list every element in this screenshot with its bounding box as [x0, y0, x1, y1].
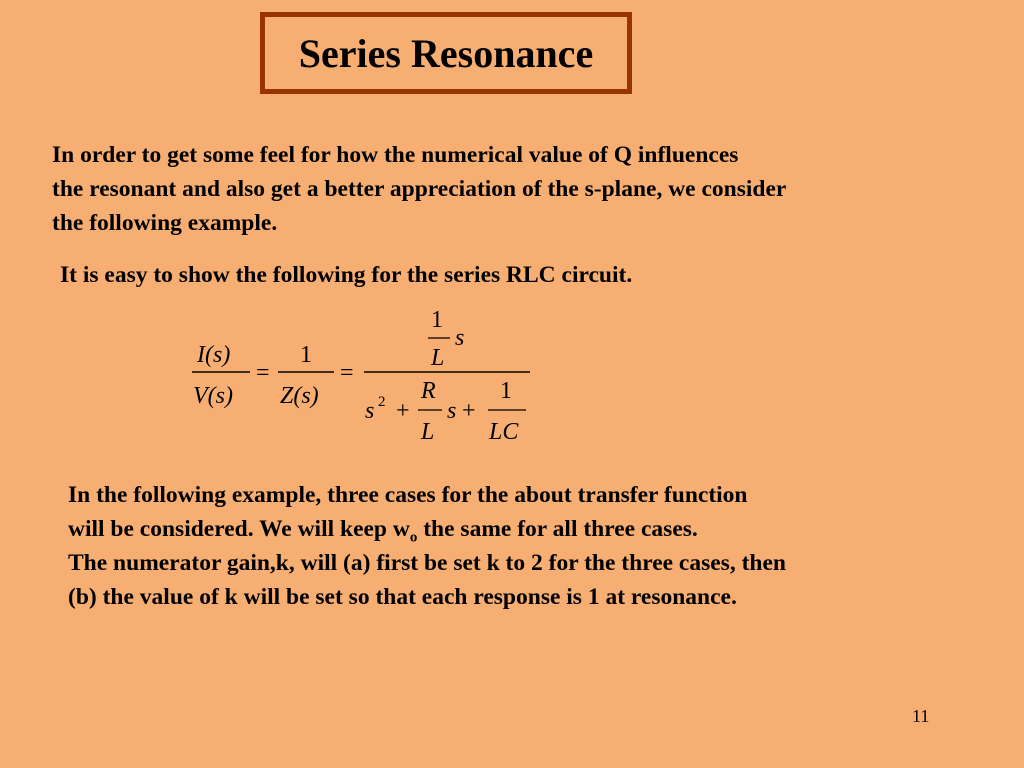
rhs-num-variable: s [455, 325, 465, 351]
slide-title: Series Resonance [298, 30, 594, 76]
rhs-num-coef-denominator: L [431, 345, 445, 371]
cases-line-1: In the following example, three cases for the about transfer function [68, 482, 748, 508]
cases-line-2 [68, 512, 786, 546]
mid-numerator: 1 [300, 342, 312, 368]
rhs-num-coef-numerator: 1 [431, 307, 443, 333]
lhs-numerator: I(s) [197, 342, 231, 368]
rlc-statement: It is easy to show the following for the series RLC circuit. [60, 262, 633, 288]
lhs-denominator: V(s) [193, 383, 233, 409]
rhs-den-LC: LC [489, 419, 519, 445]
rhs-den-s: s [365, 398, 375, 424]
rhs-den-L: L [421, 419, 435, 445]
plus-sign-2: + [462, 398, 476, 424]
cases-line-3: The numerator gain,k, will (a) first be set k to 2 for the three cases, then [68, 550, 786, 576]
page-number: 11 [912, 706, 930, 726]
equals-sign-2: = [340, 360, 354, 386]
mid-denominator: Z(s) [280, 383, 319, 409]
plus-sign-1: + [396, 398, 410, 424]
cases-line-4: (b) the value of k will be set so that each response is 1 at resonance. [68, 584, 737, 610]
equals-sign-1: = [256, 360, 270, 386]
cases-paragraph [68, 478, 786, 614]
cases-line-2-post: the same for all three cases. [417, 516, 698, 542]
omega-subscript: o [409, 529, 418, 546]
rhs-den-s2: s [447, 398, 457, 424]
rhs-den-R: R [421, 378, 436, 404]
rhs-den-exponent: 2 [378, 394, 386, 410]
rhs-den-one: 1 [500, 378, 512, 404]
intro-line-2: the resonant and also get a better appreciation of the s-plane, we consider [52, 176, 787, 202]
intro-line-3: the following example. [52, 210, 278, 236]
intro-line-1: In order to get some feel for how the numerical value of Q influences [52, 142, 739, 168]
intro-paragraph [52, 138, 786, 240]
cases-line-2-pre: will be considered. We will keep w [68, 516, 410, 542]
title-box [260, 12, 632, 94]
